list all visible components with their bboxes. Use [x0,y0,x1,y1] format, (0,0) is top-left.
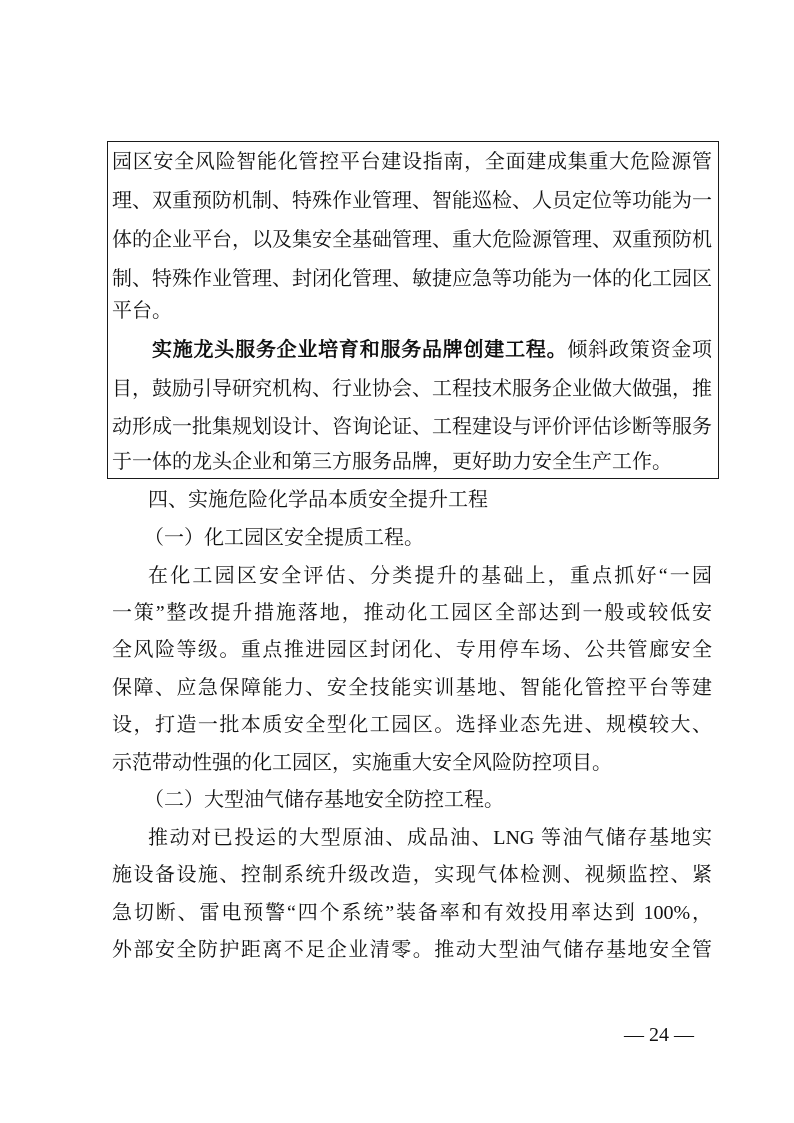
page-number: — 24 — [624,1024,694,1046]
subsection-2-line-3: 急切断、雷电预警“四个系统”装备率和有效投用率达到 100%， [112,902,712,924]
subsection-2-heading: （二）大型油气储存基地安全防控工程。 [144,789,504,811]
subsection-1-line-1: 在化工园区安全评估、分类提升的基础上，重点抓好“一园 [148,565,712,587]
box-p2-line-1-text: 倾斜政策资金项 [567,339,713,361]
subsection-2-line-4: 外部安全防护距离不足企业清零。推动大型油气储存基地安全管 [112,939,712,961]
box-p2-line-4: 于一体的龙头企业和第三方服务品牌，更好助力安全生产工作。 [112,451,672,473]
box-p2-line-2: 目，鼓励引导研究机构、行业协会、工程技术服务企业做大做强，推 [112,378,712,400]
subsection-1-line-2: 一策”整改提升措施落地，推动化工园区全部达到一般或较低安 [112,602,712,624]
box-p1-line-5: 平台。 [112,300,172,322]
box-p1-line-4: 制、特殊作业管理、封闭化管理、敏捷应急等功能为一体的化工园区 [112,268,712,290]
subsection-1-line-6: 示范带动性强的化工园区，实施重大安全风险防控项目。 [112,752,612,774]
box-p1-line-2: 理、双重预防机制、特殊作业管理、智能巡检、人员定位等功能为一 [112,190,712,212]
box-p1-line-3: 体的企业平台，以及集安全基础管理、重大危险源管理、双重预防机 [112,229,712,251]
section-heading: 四、实施危险化学品本质安全提升工程 [148,489,488,511]
subsection-1-line-4: 保障、应急保障能力、安全技能实训基地、智能化管控平台等建 [112,677,712,699]
subsection-1-line-3: 全风险等级。重点推进园区封闭化、专用停车场、公共管廊安全 [112,639,712,661]
box-p1-line-1: 园区安全风险智能化管控平台建设指南，全面建成集重大危险源管 [112,151,712,173]
subsection-1-line-5: 设，打造一批本质安全型化工园区。选择业态先进、规模较大、 [112,714,712,736]
subsection-2-line-2: 施设备设施、控制系统升级改造，实现气体检测、视频监控、紧 [112,864,712,886]
bold-lead-heading: 实施龙头服务企业培育和服务品牌创建工程。 [152,339,568,361]
subsection-2-line-1: 推动对已投运的大型原油、成品油、LNG 等油气储存基地实 [148,827,712,849]
subsection-1-heading: （一）化工园区安全提质工程。 [144,527,424,549]
box-p2-line-1 [112,335,712,365]
box-p2-line-3: 动形成一批集规划设计、咨询论证、工程建设与评价评估诊断等服务 [112,416,712,438]
